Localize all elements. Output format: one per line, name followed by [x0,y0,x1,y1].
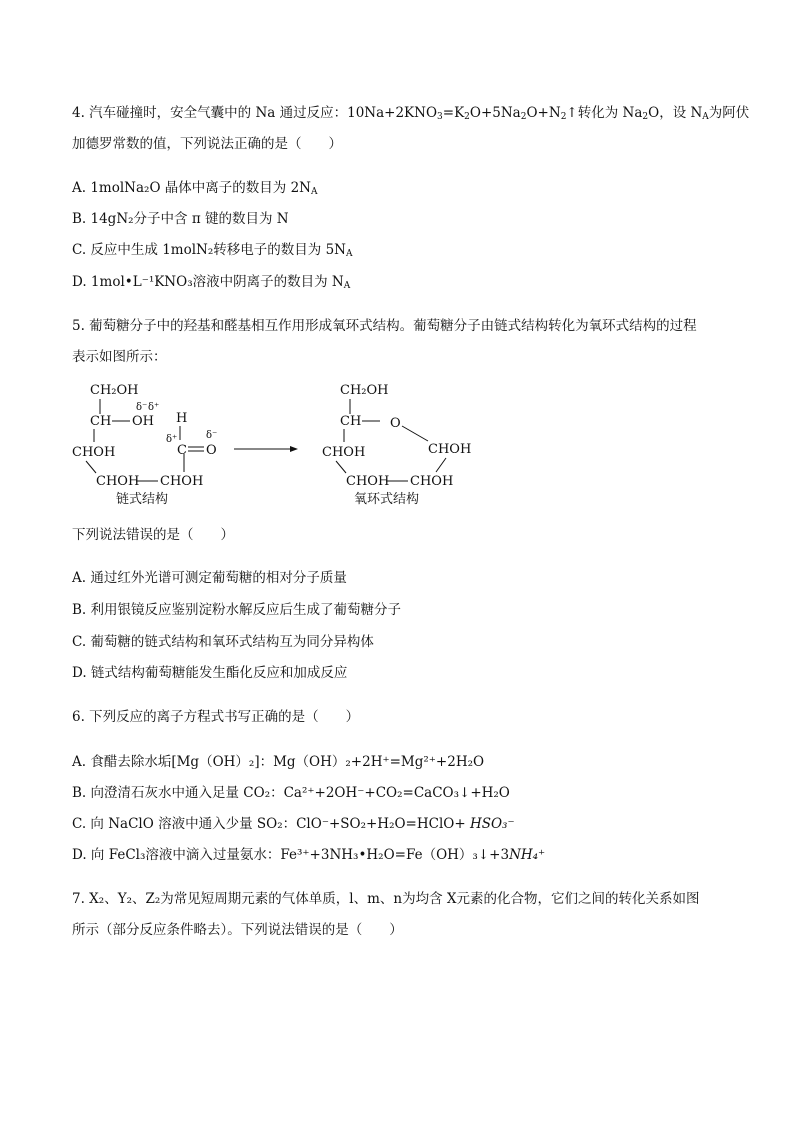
ring-o: O [390,416,401,431]
chain-ch: CH [90,414,112,429]
aldehyde-h: H [176,411,188,426]
delta-minus-o: δ⁻ [136,402,148,413]
q5-option-a: A. 通过红外光谱可测定葡萄糖的相对分子质量 [72,570,347,586]
delta-plus-c: δ⁺ [166,434,178,445]
aldehyde-c: C [177,443,187,458]
nh4-ion: NH₄⁺ [509,847,546,863]
reaction-arrow [234,446,298,452]
q5-option-d: D. 链式结构葡萄糖能发生酯化反应和加成反应 [72,665,348,681]
q5-stem-line2: 表示如图所示： [72,349,167,365]
chain-choh-2: CHOH [96,474,140,489]
q4-stem-line1: 4. 汽车碰撞时，安全气囊中的 Na 通过反应：$10Na+2KNO_3=K_2O+5Na_2O+N_2↑$转化为 $Na_2O$，设 $N_A$为阿伏 [72,105,750,122]
q7-stem-line1: 7. X₂、Y₂、Z₂为常见短周期元素的气体单质，l、m、n为均含 X元素的化合物，它们之间的转化关系如图 [72,891,700,907]
q6-option-b: B. 向澄清石灰水中通入足量 CO₂：Ca²⁺+2OH⁻+CO₂=CaCO₃↓+H₂O [72,785,510,801]
q6-option-c: C. 向 NaClO 溶液中通入少量 SO₂：ClO⁻+SO₂+H₂O=HClO+ HSO₃⁻ [72,816,515,832]
chain-caption: 链式结构 [116,492,169,507]
hso3-ion: HSO₃⁻ [469,816,515,832]
delta-plus-h: δ⁺ [148,402,160,413]
chain-ch2oh: CH₂OH [90,383,139,398]
ring-structure [322,383,471,507]
delta-minus-c-o: δ⁻ [206,430,218,441]
q7-stem-line2: 所示（部分反应条件略去）。下列说法错误的是（ ） [72,922,403,938]
q5-question: 下列说法错误的是（ ） [72,527,234,543]
ring-choh-left: CHOH [322,445,366,460]
ring-ch2oh: CH₂OH [340,383,389,398]
q5-option-b: B. 利用银镜反应鉴别淀粉水解反应后生成了葡萄糖分子 [72,602,402,618]
q4-option-b: B. 14gN₂分子中含 π 键的数目为 N [72,211,289,227]
ring-choh-bottom-right: CHOH [410,474,454,489]
q4-option-a: A. 1molNa₂O 晶体中离子的数目为 $2N_A$ [72,180,318,197]
chain-structure [72,383,217,507]
ring-choh-right: CHOH [428,442,472,457]
q5-option-c: C. 葡萄糖的链式结构和氧环式结构互为同分异构体 [72,634,374,650]
glucose-structure-diagram [66,376,536,516]
q5-stem-line1: 5. 葡萄糖分子中的羟基和醛基相互作用形成氧环式结构。葡萄糖分子由链式结构转化为氧环式结构的过程 [72,318,697,334]
aldehyde-o: O [206,443,217,458]
q6-option-a: A. 食醋去除水垢[Mg（OH）₂]：Mg（OH）₂+2H⁺=Mg²⁺+2H₂O [72,754,485,770]
chain-choh-3: CHOH [160,474,204,489]
q4-stem-line2: 加德罗常数的值，下列说法正确的是（ ） [72,136,342,152]
q4-option-d: D. 1mol•L⁻¹KNO₃溶液中阴离子的数目为 $N_A$ [72,274,351,291]
q6-option-d: D. 向 FeCl₃溶液中滴入过量氨水：Fe³⁺+3NH₃•H₂O=Fe（OH）₃↓+3NH₄⁺ [72,847,546,863]
chain-choh-1: CHOH [72,445,116,460]
ring-choh-bottom-left: CHOH [346,474,390,489]
chain-oh: OH [132,414,154,429]
ring-ch: CH [340,414,362,429]
q6-stem: 6. 下列反应的离子方程式书写正确的是（ ） [72,709,360,725]
ring-caption: 氧环式结构 [354,492,420,507]
q4-option-c: C. 反应中生成 1molN₂转移电子的数目为 $5N_A$ [72,242,353,259]
